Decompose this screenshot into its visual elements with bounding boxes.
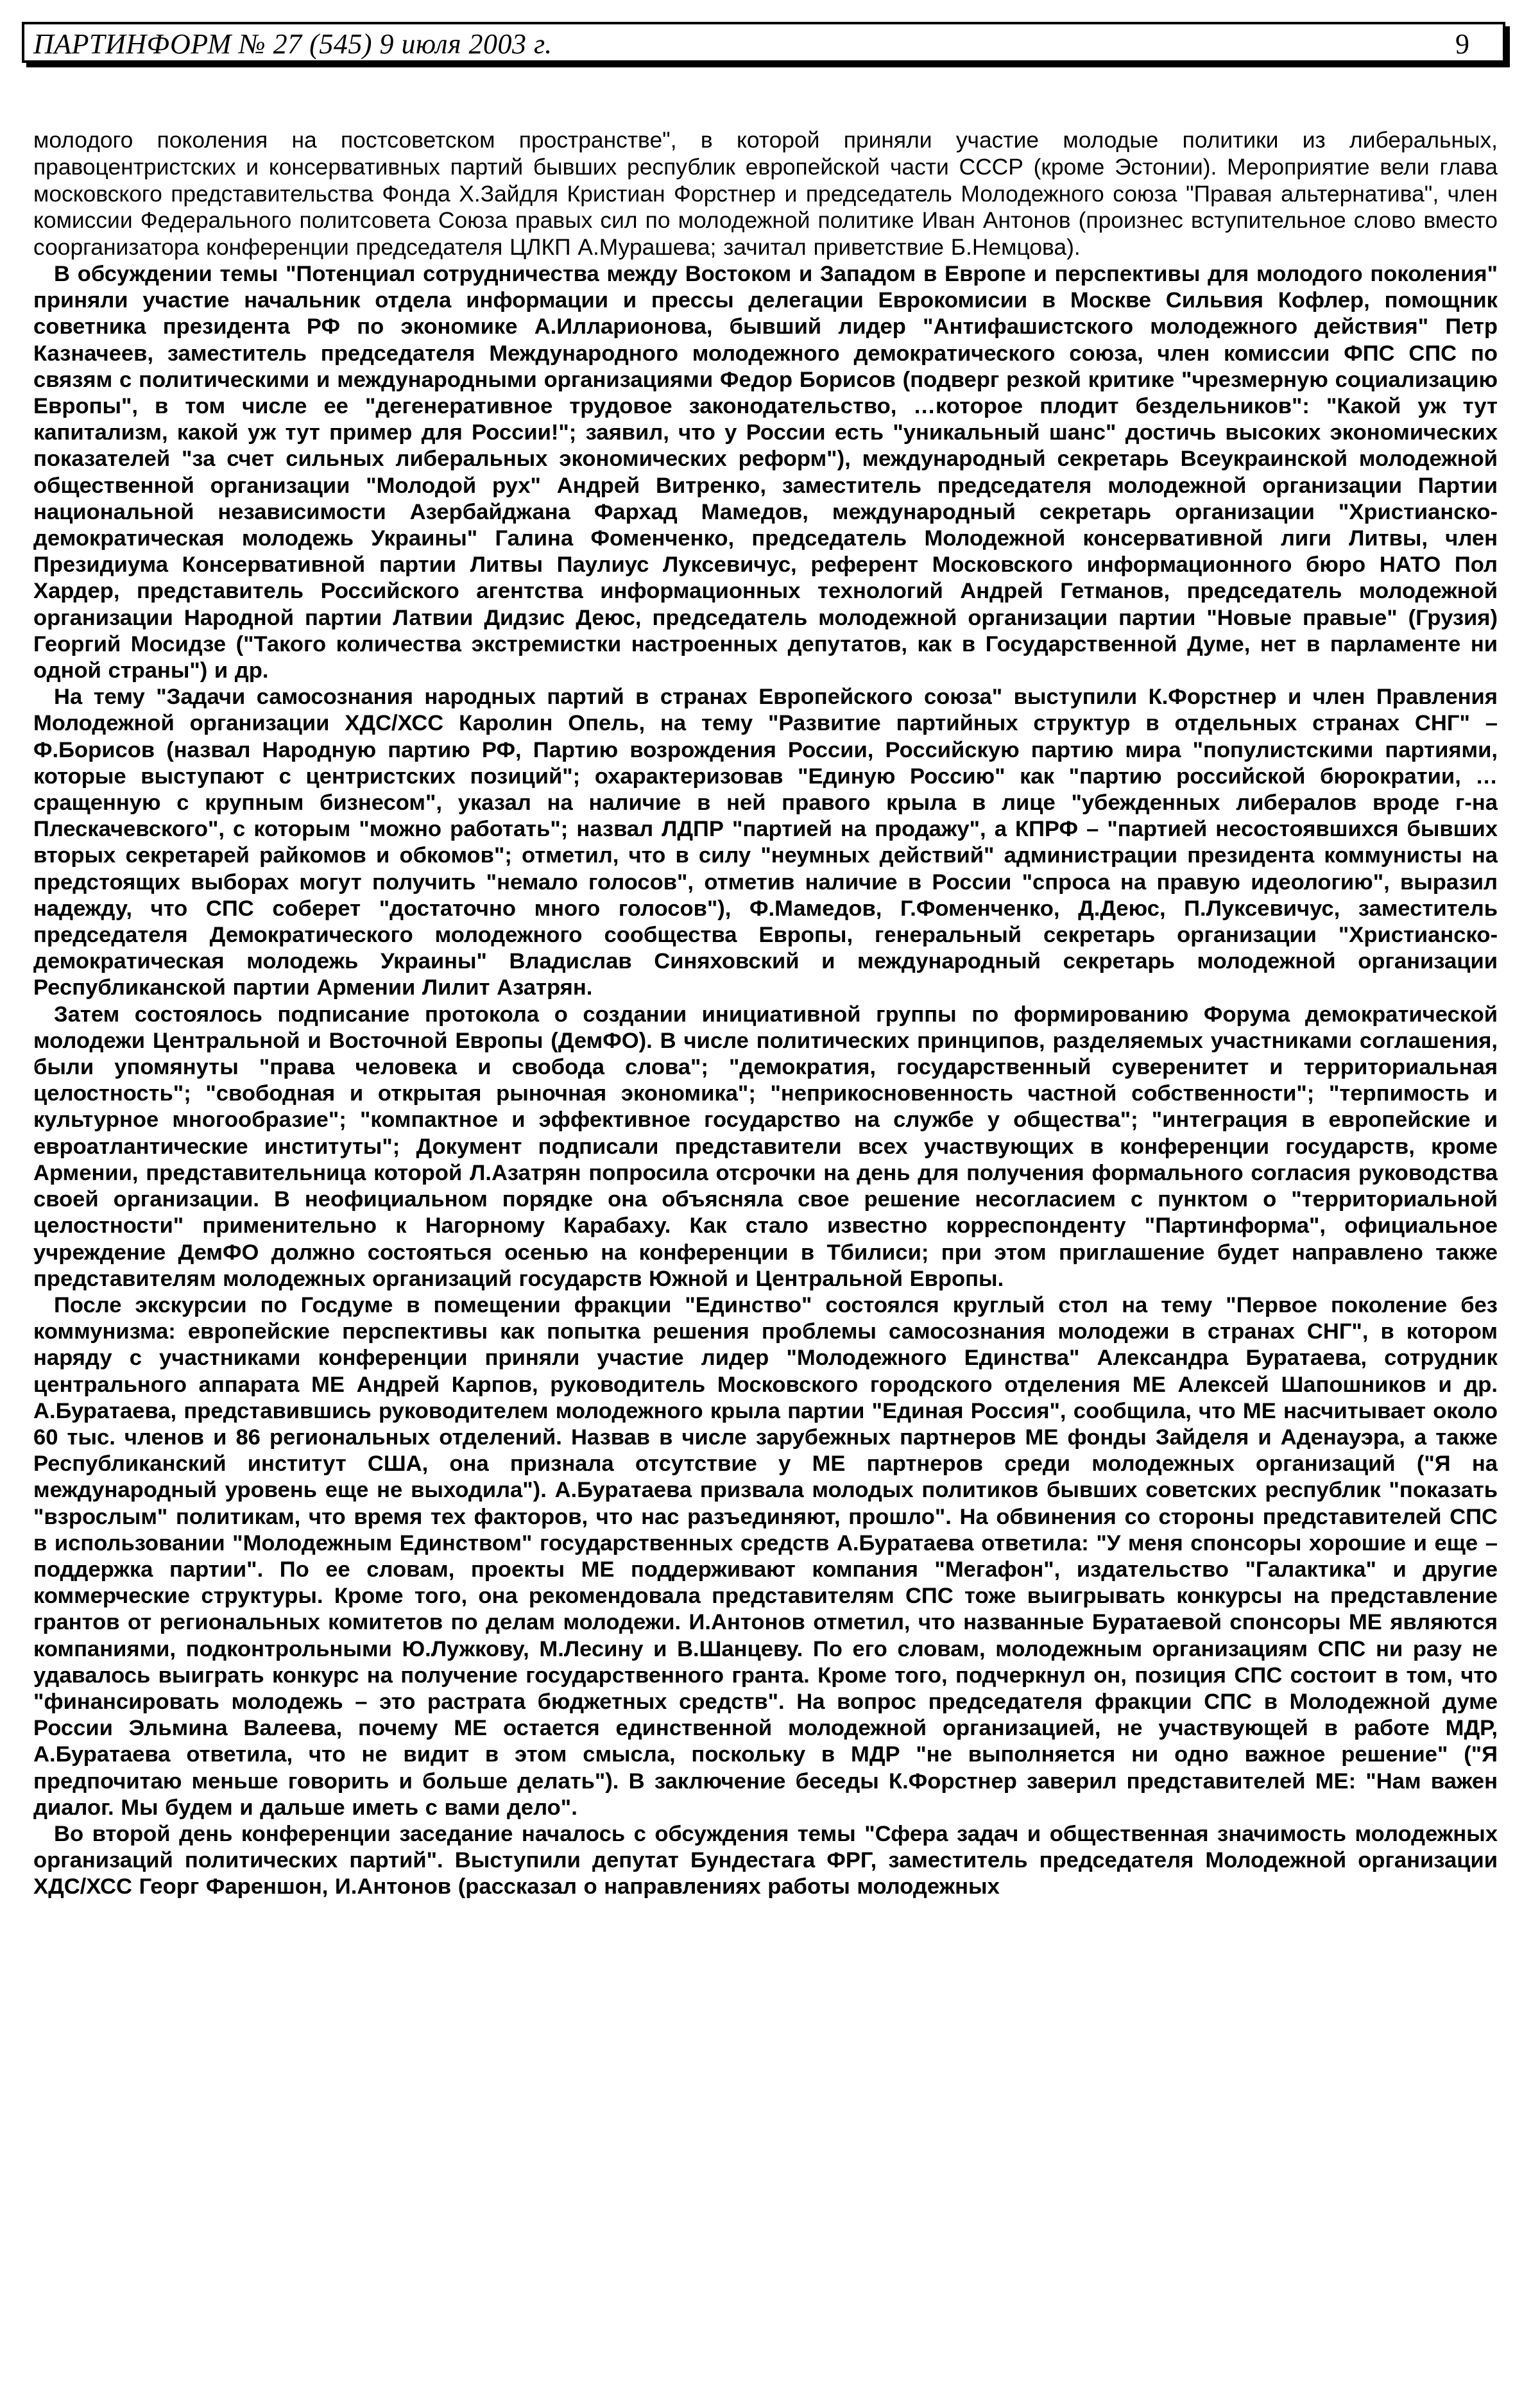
paragraph-eu-parties: На тему "Задачи самосознания народных партий в странах Европейского союза" выступили К.Форстнер и член Правления Молодежной организации ХДС/ХСС Каролин Опель, на тему "Развитие партийных структур в отдельных странах СНГ" – Ф.Борисов (назвал Народную партию РФ, Партию возрождения России, Российскую партию мира "популистскими партиями, которые выступают с центристских позиций"; охарактеризовав "Единую Россию" как "партию российской бюрократии, …сращенную с крупным бизнесом", указал на наличие в ней правого крыла в лице "убежденных либералов вроде г-на Плескачевского", с которым "можно работать"; назвал ЛДПР "партией на продажу", а КПРФ – "партией несостоявшихся бывших вторых секретарей райкомов и обкомов"; отметил, что в силу "неумных действий" администрации президента коммунисты на предстоящих выборах могут получить "немало голосов", отметив наличие в России "спроса на правую идеологию", выразил надежду, что СПС соберет "достаточно много голосов"), Ф.Мамедов, Г.Фоменченко, Д.Деюс, П.Луксевичус, заместитель председателя Демократического молодежного сообщества Европы, генеральный секретарь организации "Христианско-демократическая молодежь Украины" Владислав Синяховский и международный секретарь молодежной организации Республиканской партии Армении Лилит Азатрян. (33, 685, 1498, 1000)
paragraph-round-table: После экскурсии по Госдуме в помещении фракции "Единство" состоялся круглый стол на тему "Первое поколение без коммунизма: европейские перспективы как попытка решения проблемы самосознания молодежи в странах СНГ", в котором наряду с участниками конференции приняли участие лидер "Молодежного Единства" Александра Буратаева, сотрудник центрального аппарата МЕ Андрей Карпов, руководитель Московского городского отделения МЕ Алексей Шапошников и др. А.Буратаева, представившись руководителем молодежного крыла партии "Единая Россия", сообщила, что МЕ насчитывает около 60 тыс. членов и 86 региональных отделений. Назвав в числе зарубежных партнеров МЕ фонды Зайделя и Аденауэра, а также Республиканский институт США, она признала отсутствие у МЕ партнеров среди молодежных организаций ("Я на международный уровень еще не выходила"). А.Буратаева призвала молодых политиков бывших советских республик "показать "взрослым" политикам, что время тех факторов, что нас разъединяют, прошло". На обвинения со стороны представителей СПС в использовании "Молодежным Единством" государственных средств А.Буратаева ответила: "У меня спонсоры хорошие и еще – поддержка партии". По ее словам, проекты МЕ поддерживают компания "Мегафон", издательство "Галактика" и другие коммерческие структуры. Кроме того, она рекомендовала представителям СПС тоже выигрывать конкурсы на представление грантов от региональных комитетов по делам молодежи. И.Антонов отметил, что названные Буратаевой спонсоры МЕ являются компаниями, подконтрольными Ю.Лужкову, М.Лесину и В.Шанцеву. По его словам, молодежным организациям СПС ни разу не удавалось выиграть конкурс на получение государственного гранта. Кроме того, подчеркнул он, позиция СПС состоит в том, что "финансировать молодежь – это растрата бюджетных средств". На вопрос председателя фракции СПС в Молодежной думе России Эльмина Валеева, почему МЕ остается единственной молодежной организацией, не участвующей в работе МДР, А.Буратаева ответила, что не видит в этом смысла, поскольку в МДР "не выполняется ни одно важное решение" ("Я предпочитаю меньше говорить и больше делать"). В заключение беседы К.Форстнер заверил представителей МЕ: "Нам важен диалог. Мы будем и дальше иметь с вами дело". (33, 1292, 1498, 1820)
page-header (22, 22, 1505, 63)
paragraph-east-west-discussion: В обсуждении темы "Потенциал сотрудничества между Востоком и Западом в Европе и перспективы для молодого поколения" приняли участие начальник отдела информации и прессы делегации Еврокомисии в Москве Сильвия Кофлер, помощник советника президента РФ по экономике А.Илларионова, бывший лидер "Антифашистского молодежного действия" Петр Казначеев, заместитель председателя Международного молодежного демократического союза, член комиссии ФПС СПС по связям с политическими и международными организациями Федор Борисов (подверг резкой критике "чрезмерную социализацию Европы", в том числе ее "дегенеративное трудовое законодательство, …которое плодит бездельников": "Какой уж тут капитализм, какой уж тут пример для России!"; заявил, что у России есть "уникальный шанс" достичь высоких экономических показателей "за счет сильных либеральных экономических реформ"), международный секретарь Всеукраинской молодежной общественной организации "Молодой рух" Андрей Витренко, заместитель председателя молодежной организации Партии национальной независимости Азербайджана Фархад Мамедов, международный секретарь организации "Христианско-демократическая молодежь Украины" Галина Фоменченко, председатель Молодежной консервативной лиги Литвы, член Президиума Консервативной партии Литвы Паулиус Луксевичус, референт Московского информационного бюро НАТО Пол Хардер, представитель Российского агентства информационных технологий Андрей Гетманов, председатель молодежной организации Народной партии Латвии Дидзис Деюс, председатель молодежной организации партии "Новые правые" (Грузия) Георгий Мосидзе ("Такого количества экстремистки настроенных депутатов, как в Государственной Думе, нет в парламенте ни одной страны") и др. (33, 261, 1498, 683)
paragraph-intro: молодого поколения на постсоветском пространстве", в которой приняли участие молодые политики из либеральных, правоцентристских и консервативных партий бывших республик европейской части СССР (кроме Эстонии). Мероприятие вели глава московского представительства Фонда Х.Зайдля Кристиан Форстнер и председатель Молодежного союза "Правая альтернатива", член комиссии Федерального политсовета Союза правых сил по молодежной политике Иван Антонов (произнес вступительное слово вместо соорганизатора конференции председателя ЦЛКП А.Мурашева; зачитал приветствие Б.Немцова). (33, 127, 1498, 261)
page-number: 9 (1455, 28, 1469, 60)
newsletter-title: ПАРТИНФОРМ № 27 (545) 9 июля 2003 г. (33, 28, 552, 60)
paragraph-demfo-protocol: Затем состоялось подписание протокола о создании инициативной группы по формированию Форума демократической молодежи Центральной и Восточной Европы (ДемФО). В числе политических принципов, разделяемых участниками соглашения, были упомянуты "права человека и свобода слова"; "демократия, государственный суверенитет и территориальная целостность"; "свободная и открытая рыночная экономика"; "неприкосновенность частной собственности"; "терпимость и культурное многообразие"; "компактное и эффективное государство на службе у общества"; "интеграция в европейские и евроатлантические институты"; Документ подписали представители всех участвующих в конференции государств, кроме Армении, представительница которой Л.Азатрян попросила отсрочки на день для получения формального согласия руководства своей организации. В неофициальном порядке она объясняла свое решение несогласием с пунктом о "территориальной целостности" применительно к Нагорному Карабаху. Как стало известно корреспонденту "Партинформа", официальное учреждение ДемФО должно состояться осенью на конференции в Тбилиси; при этом приглашение будет направлено также представителям молодежных организаций государств Южной и Центральной Европы. (33, 1002, 1498, 1291)
article-body (33, 127, 1498, 1901)
page-bottom-margin (0, 2369, 1540, 2382)
paragraph-second-day: Во второй день конференции заседание началось с обсуждения темы "Сфера задач и общественная значимость молодежных организаций политических партий". Выступили депутат Бундестага ФРГ, заместитель председателя Молодежной организации ХДС/ХСС Георг Фареншон, И.Антонов (рассказал о направлениях работы молодежных (33, 1821, 1498, 1899)
